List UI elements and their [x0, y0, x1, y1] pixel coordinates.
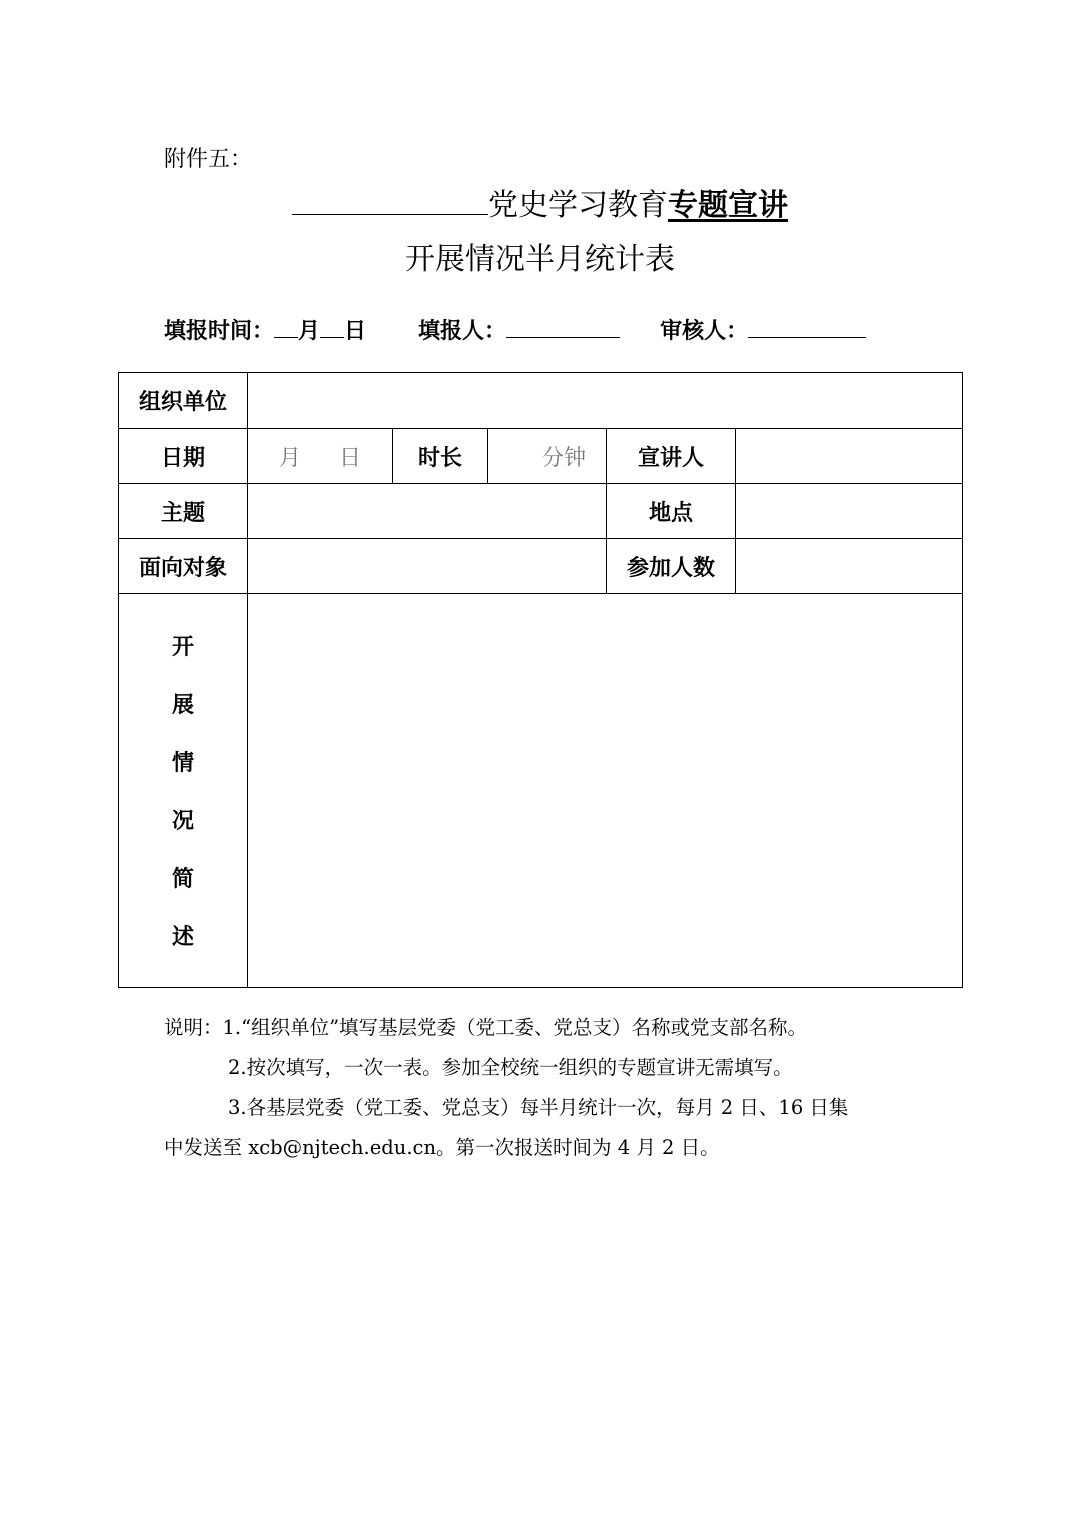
topic-label: 主题	[119, 484, 248, 539]
reporter-blank[interactable]	[506, 313, 620, 338]
summary-vertical-label	[119, 630, 247, 951]
date-day-hint: 日	[339, 445, 362, 471]
speaker-label: 宣讲人	[607, 429, 736, 484]
date-label: 日期	[119, 429, 248, 484]
title-plain-text: 党史学习教育	[488, 188, 668, 223]
attachment-label: 附件五：	[164, 147, 253, 172]
title-emphasis-text: 专题宣讲	[668, 188, 788, 223]
topic-value-cell[interactable]	[248, 484, 607, 539]
audience-row	[119, 539, 963, 594]
form-title-line2: 开展情况半月统计表	[405, 242, 675, 277]
date-row	[119, 429, 963, 484]
participant-count-value-cell[interactable]	[736, 539, 963, 594]
speaker-value-cell[interactable]	[736, 429, 963, 484]
form-title-line1	[0, 184, 1080, 226]
reviewer-label: 审核人：	[660, 319, 749, 344]
note-line-1: 说明：1.“组织单位”填写基层党委（党工委、党总支）名称或党支部名称。	[164, 1016, 808, 1039]
org-value-cell[interactable]	[248, 373, 963, 429]
report-meta-line	[164, 313, 866, 349]
participant-count-label: 参加人数	[607, 539, 736, 594]
report-month-blank[interactable]	[274, 313, 298, 338]
summary-label-char: 情	[171, 750, 194, 776]
notes-section	[164, 1008, 924, 1168]
summary-label-char: 况	[171, 808, 194, 834]
summary-label-char: 展	[171, 692, 194, 718]
summary-label-char: 述	[171, 924, 194, 950]
reviewer-blank[interactable]	[748, 313, 866, 338]
place-label: 地点	[607, 484, 736, 539]
summary-row	[119, 594, 963, 988]
summary-label-char: 开	[171, 634, 194, 660]
summary-label-cell	[119, 594, 248, 988]
report-time-label: 填报时间：	[164, 319, 275, 344]
summary-value-cell[interactable]	[248, 594, 963, 988]
date-value-cell[interactable]	[248, 429, 393, 484]
audience-value-cell[interactable]	[248, 539, 607, 594]
duration-value-cell[interactable]	[488, 429, 607, 484]
topic-row	[119, 484, 963, 539]
audience-label: 面向对象	[119, 539, 248, 594]
place-value-cell[interactable]	[736, 484, 963, 539]
note-line-2: 2.按次填写，一次一表。参加全校统一组织的专题宣讲无需填写。	[228, 1056, 793, 1079]
note-line-4: 中发送至 xcb@njtech.edu.cn。第一次报送时间为 4 月 2 日。	[164, 1136, 720, 1159]
duration-unit-hint: 分钟	[541, 445, 586, 471]
reporter-label: 填报人：	[418, 319, 507, 344]
unit-name-blank[interactable]	[292, 184, 488, 215]
duration-label: 时长	[393, 429, 488, 484]
day-label: 日	[344, 319, 367, 344]
org-label: 组织单位	[119, 373, 248, 429]
org-row	[119, 373, 963, 429]
summary-label-char: 简	[171, 866, 194, 892]
note-line-3: 3.各基层党委（党工委、党总支）每半月统计一次，每月 2 日、16 日集	[228, 1096, 849, 1119]
report-day-blank[interactable]	[320, 313, 344, 338]
date-month-hint: 月	[278, 445, 301, 471]
statistics-form-table	[118, 372, 963, 988]
month-label: 月	[298, 319, 321, 344]
